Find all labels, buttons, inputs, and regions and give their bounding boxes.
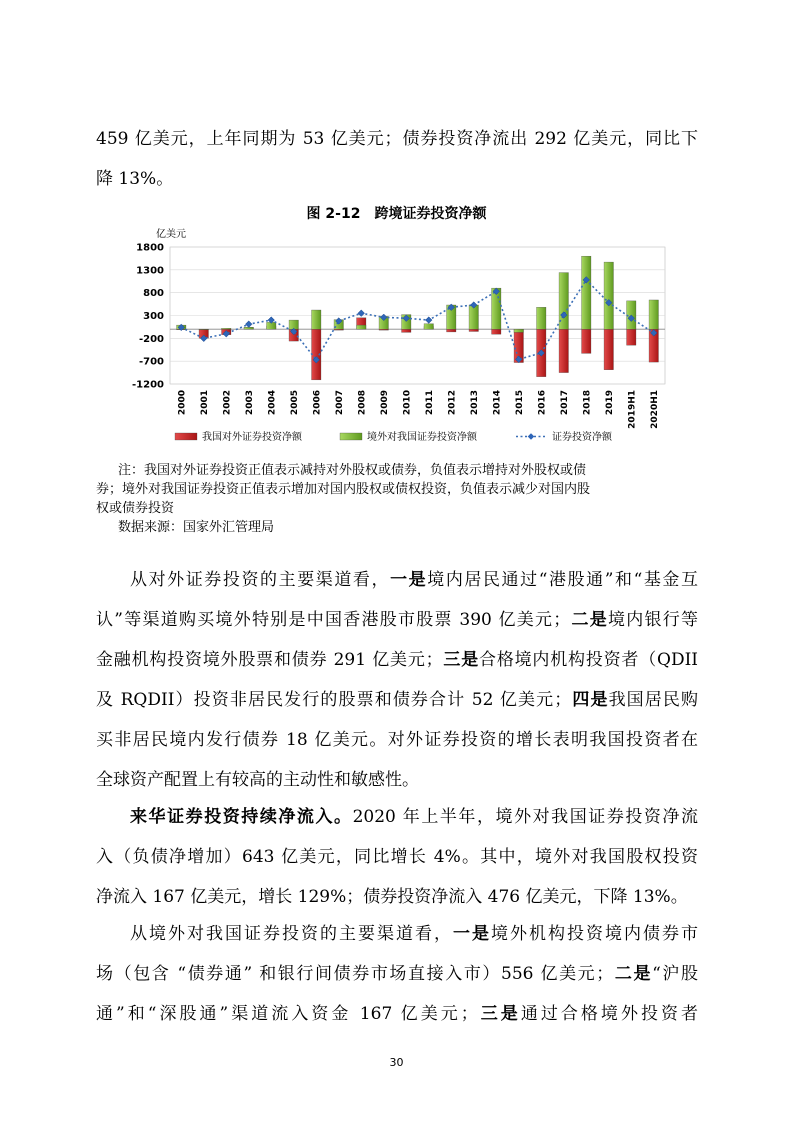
page-number: 30 (389, 1056, 404, 1069)
data-source: 数据来源：国家外汇管理局 (118, 520, 275, 535)
body-line (130, 924, 698, 944)
legend-marker (528, 433, 535, 440)
legend-swatch (175, 433, 197, 440)
body-line (96, 650, 698, 670)
bar-outward (604, 329, 613, 370)
x-tick-label: 2003 (244, 390, 255, 416)
note-line: 券；境外对我国证券投资正值表示增加对国内股权或债权投资，负值表示减少对国内股 (96, 482, 591, 497)
bar-outward (559, 329, 568, 372)
y-tick-label: 800 (143, 288, 164, 300)
body-line (96, 847, 698, 867)
x-tick-label: 2012 (447, 390, 458, 416)
text-run: 境外机构投资境内债券市 (491, 924, 698, 944)
x-tick-label: 2015 (514, 390, 525, 416)
y-tick-label: -1200 (132, 379, 164, 391)
body-line (96, 730, 698, 750)
y-tick-label: -700 (138, 356, 164, 368)
unit-label: 亿美元 (156, 229, 186, 240)
x-tick-label: 2010 (402, 390, 413, 416)
x-tick-label: 2016 (537, 390, 548, 416)
body-line (96, 770, 698, 790)
text-run: 及 RQDII）投资非居民发行的股票和债券合计 52 亿美元； (96, 690, 572, 710)
x-tick-label: 2004 (267, 390, 278, 416)
bar-outward (582, 329, 591, 353)
x-tick-label: 2006 (312, 390, 323, 416)
bar-inward (604, 262, 613, 329)
y-tick-label: 1800 (136, 242, 164, 254)
text-run: 2020 年上半年，境外对我国证券投资净流 (352, 807, 699, 827)
y-tick-label: 1300 (136, 265, 164, 277)
bar-inward (199, 329, 208, 330)
bar-inward (582, 256, 591, 329)
legend-label: 我国对外证券投资净额 (202, 432, 302, 443)
x-tick-label: 2002 (222, 390, 233, 416)
text-run: 认”等渠道购买境外特别是中国香港股市股票 390 亿美元； (96, 610, 571, 630)
body-line (96, 887, 698, 907)
text-run: 通”和“深股通”渠道流入资金 167 亿美元； (96, 1004, 478, 1024)
bar-inward (537, 307, 546, 329)
legend-swatch (340, 433, 362, 440)
emphasis-text: 四是 (571, 690, 609, 710)
x-tick-label: 2019H1 (627, 390, 638, 429)
bar-inward (357, 325, 366, 329)
text-run: 全球资产配置上有较高的主动性和敏感性。 (96, 770, 419, 790)
text-run: 境内银行等 (608, 610, 699, 630)
note-line: 权或债券投资 (96, 501, 175, 516)
bar-outward (469, 329, 478, 331)
body-line (130, 570, 698, 590)
text-run: 从对外证券投资的主要渠道看， (130, 570, 391, 590)
text-run: 买非居民境内发行债券 18 亿美元。对外证券投资的增长表明我国投资者在 (96, 730, 698, 750)
body-line (96, 964, 698, 984)
x-tick-label: 2017 (559, 390, 570, 416)
x-tick-label: 2018 (582, 390, 593, 416)
legend-label: 证券投资净额 (552, 432, 612, 443)
x-tick-label: 2014 (492, 390, 503, 416)
emphasis-text: 二是 (613, 964, 653, 984)
x-tick-label: 2005 (289, 390, 300, 416)
bar-outward (492, 329, 501, 334)
text-run: 我国居民购 (608, 690, 699, 710)
bar-outward (627, 329, 636, 345)
bar-outward (447, 329, 456, 332)
body-line: 降 13%。 (96, 169, 174, 189)
emphasis-text: 来华证券投资持续净流入。 (130, 807, 353, 827)
x-tick-label: 2007 (334, 390, 345, 416)
y-tick-label: -200 (138, 333, 164, 345)
bar-inward (222, 328, 231, 329)
x-tick-label: 2011 (424, 390, 435, 416)
body-line (96, 1004, 698, 1024)
emphasis-text: 三是 (442, 650, 480, 670)
figure-title: 图 2-12 跨境证券投资净额 (306, 206, 487, 222)
text-run: “沪股 (652, 964, 699, 984)
bar-line-chart (0, 225, 793, 455)
emphasis-text: 一是 (453, 924, 491, 944)
emphasis-text: 一是 (390, 570, 428, 590)
x-tick-label: 2008 (357, 390, 368, 416)
x-tick-label: 2013 (469, 390, 480, 416)
text-run: 入（负债净增加）643 亿美元，同比增长 4%。其中，境外对我国股权投资 (96, 847, 698, 867)
x-tick-label: 2000 (177, 390, 188, 416)
text-run: 合格境内机构投资者（QDII (479, 650, 699, 670)
body-line (96, 610, 698, 630)
bar-outward (402, 329, 411, 332)
bar-inward (514, 329, 523, 332)
bar-inward (649, 300, 658, 329)
body-line (96, 690, 698, 710)
text-run: 净流入 167 亿美元，增长 129%；债券投资净流入 476 亿美元，下降 13%。 (96, 887, 688, 907)
x-tick-label: 2020H1 (649, 390, 660, 429)
x-tick-label: 2001 (199, 390, 210, 416)
body-line (130, 807, 698, 827)
text-run: 金融机构投资境外股票和债券 291 亿美元； (96, 650, 443, 670)
y-tick-label: 300 (143, 311, 164, 322)
text-run: 通过合格境外投资者 (520, 1004, 699, 1024)
bar-inward (424, 324, 433, 329)
emphasis-text: 二是 (570, 610, 608, 630)
body-line: 459 亿美元，上年同期为 53 亿美元；债券投资净流出 292 亿美元，同比下 (96, 129, 698, 149)
bar-inward (312, 310, 321, 329)
emphasis-text: 三是 (477, 1004, 521, 1024)
text-run: 场（包含 “债券通” 和银行间债券市场直接入市）556 亿美元； (96, 964, 614, 984)
x-tick-label: 2019 (604, 390, 615, 416)
text-run: 从境外对我国证券投资的主要渠道看， (130, 924, 453, 944)
legend-label: 境外对我国证券投资净额 (367, 432, 477, 443)
chart-note (96, 461, 698, 537)
note-line: 注：我国对外证券投资正值表示减持对外股权或债券，负值表示增持对外股权或债 (118, 463, 587, 478)
text-run: 境内居民通过“港股通”和“基金互 (427, 570, 698, 590)
x-tick-label: 2009 (379, 390, 390, 416)
